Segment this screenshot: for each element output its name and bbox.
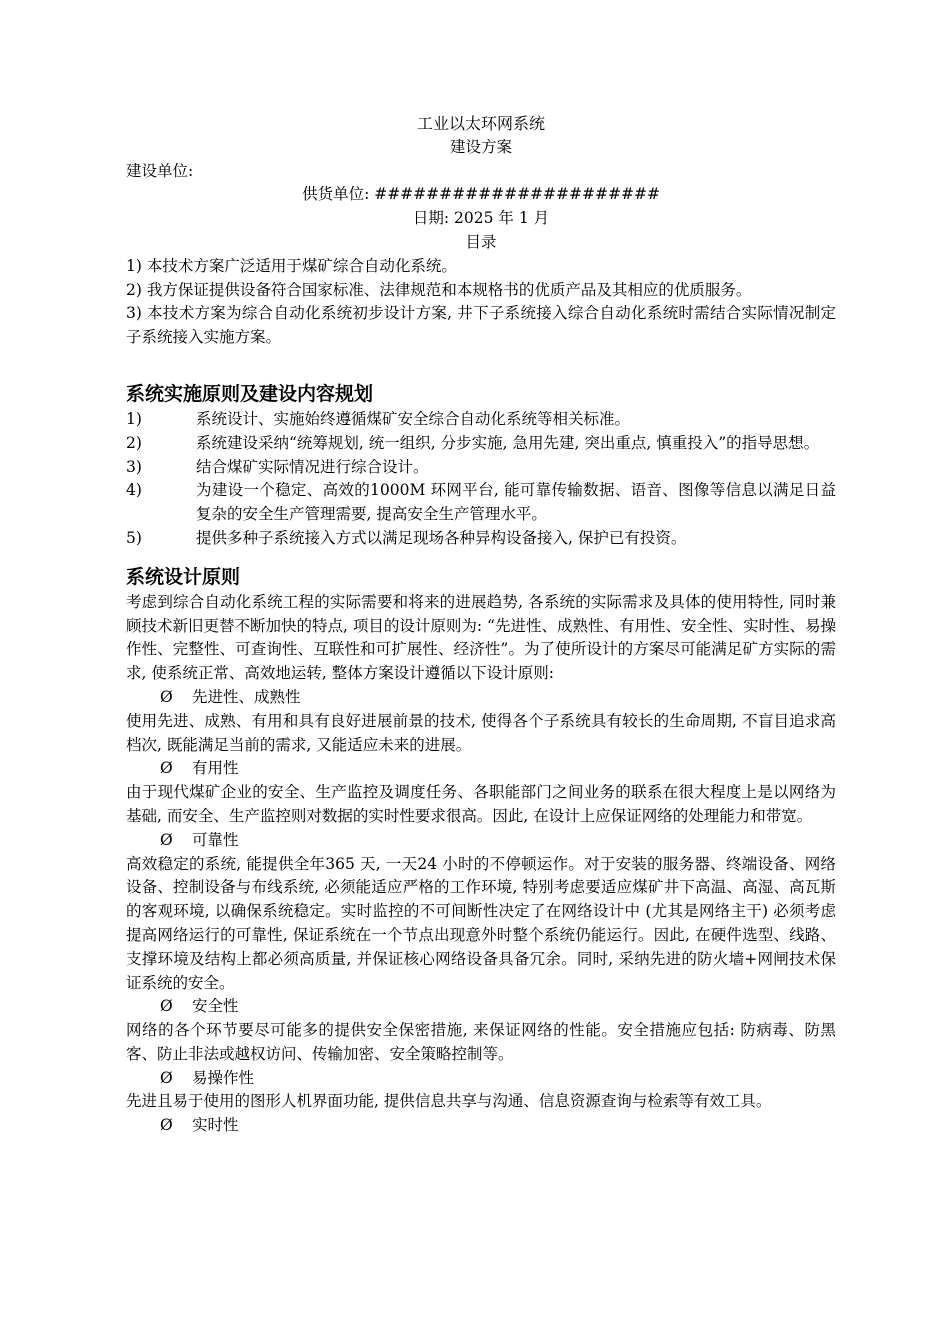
item-number: 2) — [126, 433, 142, 452]
bullet-arrow-icon: Ø — [160, 1068, 173, 1087]
principle-heading — [126, 757, 836, 781]
principle-desc: 使用先进、成熟、有用和具有良好进展前景的技术, 使得各个子系统具有较长的生命周期, 不盲目追求高档次, 既能满足当前的需求, 又能适应未来的进展。 — [126, 711, 836, 754]
document-subtitle: 建设方案 — [449, 137, 512, 156]
item-number: 1) — [126, 409, 142, 428]
item-number: 5) — [126, 528, 142, 547]
item-text: 提供多种子系统接入方式以满足现场各种异构设备接入, 保护已有投资。 — [196, 528, 687, 547]
principle-heading — [126, 1114, 836, 1138]
principle-heading — [126, 686, 836, 710]
document-page — [126, 112, 836, 1138]
principle-heading — [126, 995, 836, 1019]
principle-name: 先进性、成熟性 — [192, 687, 301, 706]
section-heading-design: 系统设计原则 — [126, 565, 241, 588]
principle-heading — [126, 829, 836, 853]
principle-name: 可靠性 — [192, 830, 239, 849]
implementation-item — [126, 479, 836, 527]
bullet-arrow-icon: Ø — [160, 1116, 173, 1135]
principle-name: 有用性 — [192, 759, 239, 778]
bullet-arrow-icon: Ø — [160, 830, 173, 849]
principle-name: 实时性 — [192, 1116, 239, 1135]
bullet-arrow-icon: Ø — [160, 997, 173, 1016]
implementation-item — [126, 456, 836, 480]
section-heading-implementation: 系统实施原则及建设内容规划 — [126, 382, 374, 405]
supplier-line: 供货单位: ###################### — [302, 185, 660, 204]
design-intro: 考虑到综合自动化系统工程的实际需要和将来的进展趋势, 各系统的实际需求及具体的使用特性, 同时兼顾技术新旧更替不断加快的特点, 项目的设计原则为: “先进性、成熟性、有用性、安全性、实时性、易操作性、完整性、可查询性、互联性和可扩展性、经济性”。为了使所设计的方案尽可能满足矿方实际的需求, 使系统正常、高效地运转, 整体方案设计遵循以下设计原则: — [126, 592, 836, 683]
principle-name: 易操作性 — [192, 1068, 255, 1087]
principle-desc: 由于现代煤矿企业的安全、生产监控及调度任务、各职能部门之间业务的联系在很大程度上是以网络为基础, 而安全、生产监控则对数据的实时性要求很高。因此, 在设计上应保证网络的处理能力和带宽。 — [126, 783, 836, 825]
item-text: 系统设计、实施始终遵循煤矿安全综合自动化系统等相关标准。 — [196, 409, 631, 428]
bullet-arrow-icon: Ø — [160, 687, 173, 706]
implementation-item — [126, 432, 836, 456]
implementation-item — [126, 527, 836, 551]
principle-heading — [126, 1067, 836, 1091]
bullet-arrow-icon: Ø — [160, 759, 173, 778]
item-number: 3) — [126, 457, 142, 476]
item-number: 4) — [126, 481, 142, 500]
principle-desc: 高效稳定的系统, 能提供全年365 天, 一天24 小时的不停顿运作。对于安装的服务器、终端设备、网络设备、控制设备与布线系统, 必须能适应严格的工作环境, 特别考虑要适应煤矿井下高温、高湿、高瓦斯的客观环境, 以确保系统稳定。实时监控的不可间断性决定了在网络设计中 (尤其是网络主干) 必须考虑提高网络运行的可靠性, 保证系统在一个节点出现意外时整个系统仍能运行。因此, 在硬件选型、线路、支撑环境及结构上都必须高质量, 并保证核心网络设备具备冗余。同时, 采纳先进的防火墙+网闸技术保证系统的安全。 — [126, 854, 836, 992]
item-text: 结合煤矿实际情况进行综合设计。 — [196, 457, 429, 476]
implementation-item — [126, 408, 836, 432]
principle-desc: 网络的各个环节要尽可能多的提供安全保密措施, 来保证网络的性能。安全措施应包括: 防病毒、防黑客、防止非法或越权访问、传输加密、安全策略控制等。 — [126, 1021, 836, 1063]
item-text: 为建设一个稳定、高效的1000M 环网平台, 能可靠传输数据、语音、图像等信息以满足日益复杂的安全生产管理需要, 提高安全生产管理水平。 — [196, 481, 836, 524]
item-text: 系统建设采纳“统筹规划, 统一组织, 分步实施, 急用先建, 突出重点, 慎重投入”的指导思想。 — [196, 433, 820, 452]
note-1: 1) 本技术方案广泛适用于煤矿综合自动化系统。 — [126, 256, 457, 275]
note-2: 2) 我方保证提供设备符合国家标准、法律规范和本规格书的优质产品及其相应的优质服务。 — [126, 280, 752, 299]
toc-heading: 目录 — [465, 232, 497, 251]
principle-name: 安全性 — [192, 997, 239, 1016]
note-3: 3) 本技术方案为综合自动化系统初步设计方案, 井下子系统接入综合自动化系统时需结合实际情况制定子系统接入实施方案。 — [126, 304, 836, 347]
document-title: 工业以太环网系统 — [416, 114, 545, 133]
builder-line: 建设单位: — [126, 161, 194, 180]
date-line: 日期: 2025 年 1 月 — [412, 209, 550, 228]
principle-desc: 先进且易于使用的图形人机界面功能, 提供信息共享与沟通、信息资源查询与检索等有效工具。 — [126, 1092, 772, 1111]
